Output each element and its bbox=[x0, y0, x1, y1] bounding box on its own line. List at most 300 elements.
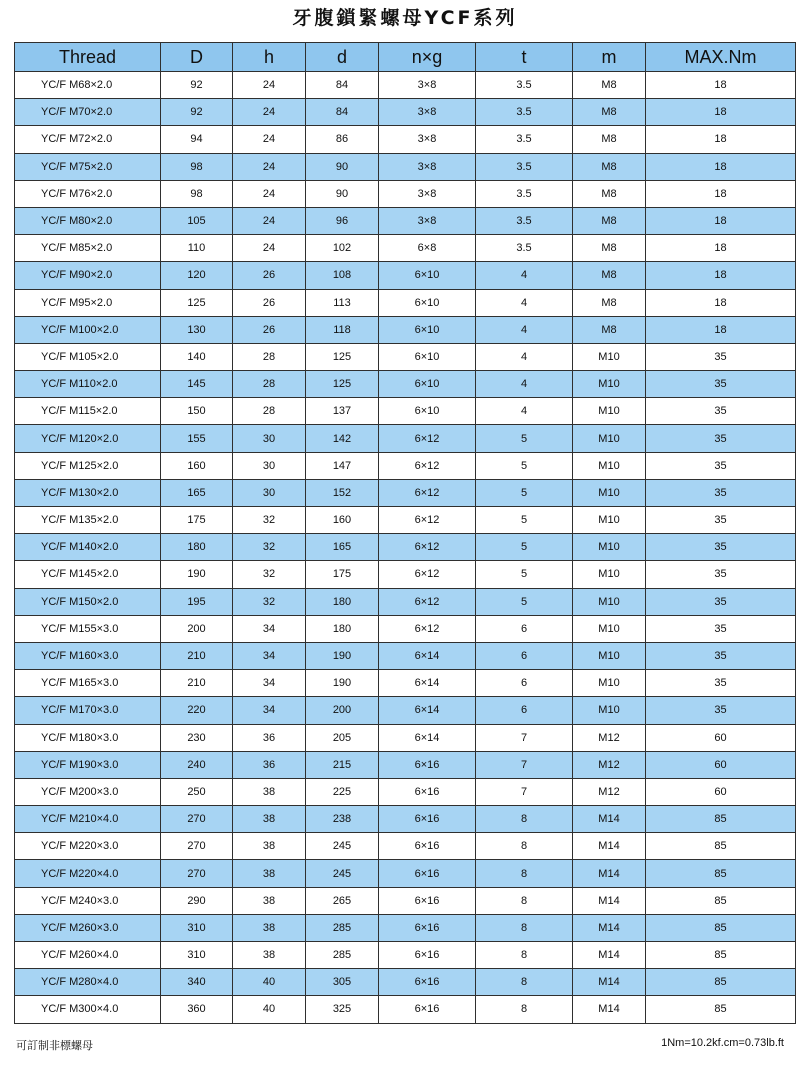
table-row bbox=[15, 479, 796, 506]
cell-max-nm: 18 bbox=[646, 180, 796, 207]
cell-t: 4 bbox=[476, 398, 573, 425]
cell-h: 24 bbox=[233, 207, 306, 234]
cell-d-inner: 205 bbox=[306, 724, 379, 751]
cell-d-inner: 180 bbox=[306, 615, 379, 642]
cell-max-nm: 85 bbox=[646, 942, 796, 969]
cell-d-outer: 160 bbox=[161, 452, 233, 479]
cell-nxg: 6×14 bbox=[379, 724, 476, 751]
table-row bbox=[15, 642, 796, 669]
table-row bbox=[15, 425, 796, 452]
cell-nxg: 6×8 bbox=[379, 235, 476, 262]
column-header-max-nm: MAX.Nm bbox=[646, 43, 796, 72]
cell-max-nm: 18 bbox=[646, 207, 796, 234]
cell-d-outer: 94 bbox=[161, 126, 233, 153]
cell-t: 8 bbox=[476, 806, 573, 833]
cell-nxg: 6×10 bbox=[379, 316, 476, 343]
cell-nxg: 3×8 bbox=[379, 180, 476, 207]
cell-nxg: 6×10 bbox=[379, 398, 476, 425]
cell-d-inner: 305 bbox=[306, 969, 379, 996]
table-row bbox=[15, 126, 796, 153]
cell-h: 38 bbox=[233, 887, 306, 914]
column-header-thread: Thread bbox=[15, 43, 161, 72]
cell-max-nm: 18 bbox=[646, 262, 796, 289]
cell-d-inner: 84 bbox=[306, 99, 379, 126]
cell-d-inner: 125 bbox=[306, 343, 379, 370]
cell-t: 3.5 bbox=[476, 207, 573, 234]
cell-d-inner: 86 bbox=[306, 126, 379, 153]
cell-d-inner: 142 bbox=[306, 425, 379, 452]
cell-max-nm: 18 bbox=[646, 235, 796, 262]
table-header-row bbox=[15, 43, 796, 72]
cell-t: 8 bbox=[476, 996, 573, 1023]
cell-d-outer: 220 bbox=[161, 697, 233, 724]
cell-d-inner: 215 bbox=[306, 751, 379, 778]
column-header-d-inner: d bbox=[306, 43, 379, 72]
cell-thread: YC/F M280×4.0 bbox=[15, 969, 161, 996]
cell-m: M14 bbox=[573, 914, 646, 941]
cell-d-inner: 108 bbox=[306, 262, 379, 289]
cell-t: 5 bbox=[476, 588, 573, 615]
cell-thread: YC/F M70×2.0 bbox=[15, 99, 161, 126]
cell-thread: YC/F M300×4.0 bbox=[15, 996, 161, 1023]
cell-nxg: 6×12 bbox=[379, 534, 476, 561]
cell-h: 24 bbox=[233, 72, 306, 99]
cell-thread: YC/F M150×2.0 bbox=[15, 588, 161, 615]
cell-d-outer: 270 bbox=[161, 806, 233, 833]
cell-h: 28 bbox=[233, 398, 306, 425]
cell-m: M10 bbox=[573, 343, 646, 370]
cell-h: 38 bbox=[233, 860, 306, 887]
cell-nxg: 6×12 bbox=[379, 452, 476, 479]
table-row bbox=[15, 371, 796, 398]
cell-d-outer: 340 bbox=[161, 969, 233, 996]
cell-nxg: 6×10 bbox=[379, 262, 476, 289]
cell-nxg: 6×16 bbox=[379, 806, 476, 833]
cell-m: M8 bbox=[573, 99, 646, 126]
cell-d-outer: 195 bbox=[161, 588, 233, 615]
cell-m: M10 bbox=[573, 507, 646, 534]
cell-max-nm: 18 bbox=[646, 316, 796, 343]
table-row bbox=[15, 887, 796, 914]
cell-h: 34 bbox=[233, 670, 306, 697]
cell-max-nm: 18 bbox=[646, 153, 796, 180]
cell-thread: YC/F M170×3.0 bbox=[15, 697, 161, 724]
cell-nxg: 6×16 bbox=[379, 751, 476, 778]
column-header-nxg: n×g bbox=[379, 43, 476, 72]
cell-d-inner: 152 bbox=[306, 479, 379, 506]
cell-t: 5 bbox=[476, 425, 573, 452]
cell-thread: YC/F M140×2.0 bbox=[15, 534, 161, 561]
cell-m: M10 bbox=[573, 534, 646, 561]
cell-d-outer: 310 bbox=[161, 942, 233, 969]
table-row bbox=[15, 235, 796, 262]
column-header-d-outer: D bbox=[161, 43, 233, 72]
cell-nxg: 3×8 bbox=[379, 72, 476, 99]
cell-m: M10 bbox=[573, 479, 646, 506]
cell-nxg: 6×16 bbox=[379, 778, 476, 805]
cell-d-inner: 175 bbox=[306, 561, 379, 588]
table-row bbox=[15, 207, 796, 234]
cell-d-outer: 165 bbox=[161, 479, 233, 506]
cell-h: 28 bbox=[233, 371, 306, 398]
cell-h: 30 bbox=[233, 452, 306, 479]
cell-m: M14 bbox=[573, 806, 646, 833]
cell-max-nm: 85 bbox=[646, 806, 796, 833]
table-row bbox=[15, 860, 796, 887]
cell-max-nm: 85 bbox=[646, 914, 796, 941]
cell-d-outer: 200 bbox=[161, 615, 233, 642]
cell-m: M10 bbox=[573, 561, 646, 588]
cell-thread: YC/F M115×2.0 bbox=[15, 398, 161, 425]
cell-h: 38 bbox=[233, 942, 306, 969]
cell-d-outer: 120 bbox=[161, 262, 233, 289]
cell-max-nm: 60 bbox=[646, 724, 796, 751]
cell-d-inner: 285 bbox=[306, 942, 379, 969]
custom-order-note: 可訂制非標螺母 bbox=[16, 1039, 93, 1052]
cell-thread: YC/F M220×4.0 bbox=[15, 860, 161, 887]
cell-d-outer: 110 bbox=[161, 235, 233, 262]
cell-m: M8 bbox=[573, 72, 646, 99]
column-header-t: t bbox=[476, 43, 573, 72]
cell-d-outer: 310 bbox=[161, 914, 233, 941]
cell-m: M10 bbox=[573, 398, 646, 425]
cell-t: 3.5 bbox=[476, 72, 573, 99]
cell-t: 4 bbox=[476, 262, 573, 289]
cell-d-outer: 92 bbox=[161, 99, 233, 126]
table-row bbox=[15, 507, 796, 534]
cell-nxg: 6×12 bbox=[379, 425, 476, 452]
cell-max-nm: 35 bbox=[646, 642, 796, 669]
cell-max-nm: 18 bbox=[646, 289, 796, 316]
cell-nxg: 6×14 bbox=[379, 670, 476, 697]
cell-nxg: 3×8 bbox=[379, 153, 476, 180]
cell-m: M10 bbox=[573, 425, 646, 452]
cell-max-nm: 18 bbox=[646, 126, 796, 153]
cell-m: M10 bbox=[573, 615, 646, 642]
cell-max-nm: 35 bbox=[646, 615, 796, 642]
cell-t: 8 bbox=[476, 860, 573, 887]
cell-max-nm: 35 bbox=[646, 670, 796, 697]
cell-d-inner: 325 bbox=[306, 996, 379, 1023]
unit-conversion-note: 1Nm=10.2kf.cm=0.73lb.ft bbox=[661, 1037, 784, 1049]
cell-thread: YC/F M120×2.0 bbox=[15, 425, 161, 452]
cell-nxg: 6×12 bbox=[379, 588, 476, 615]
cell-t: 3.5 bbox=[476, 99, 573, 126]
cell-m: M12 bbox=[573, 724, 646, 751]
cell-d-outer: 290 bbox=[161, 887, 233, 914]
cell-nxg: 6×16 bbox=[379, 969, 476, 996]
cell-d-outer: 210 bbox=[161, 670, 233, 697]
cell-max-nm: 35 bbox=[646, 507, 796, 534]
cell-d-outer: 150 bbox=[161, 398, 233, 425]
cell-h: 36 bbox=[233, 724, 306, 751]
cell-nxg: 3×8 bbox=[379, 207, 476, 234]
cell-d-outer: 270 bbox=[161, 860, 233, 887]
cell-thread: YC/F M72×2.0 bbox=[15, 126, 161, 153]
cell-t: 4 bbox=[476, 343, 573, 370]
cell-max-nm: 85 bbox=[646, 833, 796, 860]
cell-max-nm: 35 bbox=[646, 534, 796, 561]
cell-m: M10 bbox=[573, 697, 646, 724]
cell-m: M10 bbox=[573, 588, 646, 615]
cell-nxg: 6×12 bbox=[379, 507, 476, 534]
cell-nxg: 6×14 bbox=[379, 642, 476, 669]
cell-t: 7 bbox=[476, 778, 573, 805]
table-row bbox=[15, 398, 796, 425]
cell-t: 6 bbox=[476, 670, 573, 697]
cell-d-inner: 265 bbox=[306, 887, 379, 914]
cell-d-inner: 245 bbox=[306, 833, 379, 860]
cell-m: M14 bbox=[573, 860, 646, 887]
cell-d-outer: 98 bbox=[161, 153, 233, 180]
cell-thread: YC/F M130×2.0 bbox=[15, 479, 161, 506]
cell-d-outer: 210 bbox=[161, 642, 233, 669]
cell-max-nm: 60 bbox=[646, 778, 796, 805]
cell-h: 32 bbox=[233, 588, 306, 615]
cell-thread: YC/F M90×2.0 bbox=[15, 262, 161, 289]
cell-d-outer: 130 bbox=[161, 316, 233, 343]
cell-m: M12 bbox=[573, 751, 646, 778]
table-row bbox=[15, 316, 796, 343]
cell-m: M10 bbox=[573, 670, 646, 697]
cell-t: 8 bbox=[476, 942, 573, 969]
table-row bbox=[15, 724, 796, 751]
cell-nxg: 6×10 bbox=[379, 289, 476, 316]
cell-d-outer: 155 bbox=[161, 425, 233, 452]
cell-d-outer: 175 bbox=[161, 507, 233, 534]
cell-nxg: 6×16 bbox=[379, 996, 476, 1023]
cell-nxg: 6×12 bbox=[379, 561, 476, 588]
cell-d-inner: 125 bbox=[306, 371, 379, 398]
cell-h: 24 bbox=[233, 153, 306, 180]
cell-d-inner: 225 bbox=[306, 778, 379, 805]
cell-d-inner: 160 bbox=[306, 507, 379, 534]
cell-d-inner: 113 bbox=[306, 289, 379, 316]
cell-t: 3.5 bbox=[476, 126, 573, 153]
cell-nxg: 6×10 bbox=[379, 343, 476, 370]
cell-h: 34 bbox=[233, 615, 306, 642]
cell-thread: YC/F M80×2.0 bbox=[15, 207, 161, 234]
cell-t: 7 bbox=[476, 724, 573, 751]
cell-d-outer: 270 bbox=[161, 833, 233, 860]
cell-max-nm: 35 bbox=[646, 561, 796, 588]
cell-thread: YC/F M190×3.0 bbox=[15, 751, 161, 778]
cell-d-inner: 165 bbox=[306, 534, 379, 561]
cell-m: M8 bbox=[573, 289, 646, 316]
cell-t: 8 bbox=[476, 914, 573, 941]
table-row bbox=[15, 697, 796, 724]
cell-d-inner: 200 bbox=[306, 697, 379, 724]
cell-m: M8 bbox=[573, 316, 646, 343]
cell-max-nm: 35 bbox=[646, 479, 796, 506]
cell-max-nm: 85 bbox=[646, 969, 796, 996]
cell-thread: YC/F M210×4.0 bbox=[15, 806, 161, 833]
cell-d-inner: 118 bbox=[306, 316, 379, 343]
cell-nxg: 6×14 bbox=[379, 697, 476, 724]
table-row bbox=[15, 969, 796, 996]
cell-h: 24 bbox=[233, 126, 306, 153]
table-row bbox=[15, 778, 796, 805]
cell-d-inner: 180 bbox=[306, 588, 379, 615]
cell-max-nm: 18 bbox=[646, 99, 796, 126]
cell-d-inner: 84 bbox=[306, 72, 379, 99]
cell-nxg: 6×12 bbox=[379, 615, 476, 642]
cell-nxg: 6×16 bbox=[379, 914, 476, 941]
cell-max-nm: 35 bbox=[646, 697, 796, 724]
cell-max-nm: 35 bbox=[646, 452, 796, 479]
cell-t: 3.5 bbox=[476, 153, 573, 180]
cell-thread: YC/F M105×2.0 bbox=[15, 343, 161, 370]
cell-h: 38 bbox=[233, 778, 306, 805]
cell-max-nm: 85 bbox=[646, 860, 796, 887]
cell-t: 7 bbox=[476, 751, 573, 778]
column-header-m: m bbox=[573, 43, 646, 72]
cell-d-outer: 145 bbox=[161, 371, 233, 398]
cell-thread: YC/F M260×4.0 bbox=[15, 942, 161, 969]
cell-max-nm: 35 bbox=[646, 398, 796, 425]
table-row bbox=[15, 751, 796, 778]
cell-d-outer: 190 bbox=[161, 561, 233, 588]
cell-m: M14 bbox=[573, 833, 646, 860]
cell-t: 5 bbox=[476, 452, 573, 479]
cell-t: 8 bbox=[476, 833, 573, 860]
cell-thread: YC/F M75×2.0 bbox=[15, 153, 161, 180]
cell-nxg: 6×16 bbox=[379, 833, 476, 860]
cell-t: 4 bbox=[476, 289, 573, 316]
table-row bbox=[15, 262, 796, 289]
table-row bbox=[15, 806, 796, 833]
cell-m: M8 bbox=[573, 153, 646, 180]
cell-h: 38 bbox=[233, 833, 306, 860]
cell-d-inner: 90 bbox=[306, 153, 379, 180]
cell-thread: YC/F M110×2.0 bbox=[15, 371, 161, 398]
cell-max-nm: 35 bbox=[646, 343, 796, 370]
cell-d-outer: 240 bbox=[161, 751, 233, 778]
cell-d-inner: 137 bbox=[306, 398, 379, 425]
cell-m: M8 bbox=[573, 180, 646, 207]
cell-d-inner: 245 bbox=[306, 860, 379, 887]
cell-thread: YC/F M180×3.0 bbox=[15, 724, 161, 751]
cell-d-outer: 125 bbox=[161, 289, 233, 316]
cell-d-outer: 140 bbox=[161, 343, 233, 370]
cell-h: 30 bbox=[233, 479, 306, 506]
cell-m: M14 bbox=[573, 969, 646, 996]
cell-m: M8 bbox=[573, 262, 646, 289]
cell-thread: YC/F M125×2.0 bbox=[15, 452, 161, 479]
cell-thread: YC/F M135×2.0 bbox=[15, 507, 161, 534]
cell-h: 40 bbox=[233, 996, 306, 1023]
cell-thread: YC/F M200×3.0 bbox=[15, 778, 161, 805]
table-row bbox=[15, 996, 796, 1023]
cell-m: M12 bbox=[573, 778, 646, 805]
cell-d-inner: 90 bbox=[306, 180, 379, 207]
cell-h: 34 bbox=[233, 697, 306, 724]
cell-h: 24 bbox=[233, 180, 306, 207]
cell-m: M10 bbox=[573, 642, 646, 669]
column-header-h: h bbox=[233, 43, 306, 72]
cell-d-inner: 102 bbox=[306, 235, 379, 262]
cell-h: 26 bbox=[233, 316, 306, 343]
cell-h: 26 bbox=[233, 262, 306, 289]
cell-thread: YC/F M85×2.0 bbox=[15, 235, 161, 262]
cell-d-outer: 230 bbox=[161, 724, 233, 751]
cell-t: 6 bbox=[476, 697, 573, 724]
cell-t: 6 bbox=[476, 615, 573, 642]
cell-m: M14 bbox=[573, 996, 646, 1023]
table-row bbox=[15, 452, 796, 479]
cell-m: M8 bbox=[573, 207, 646, 234]
cell-max-nm: 60 bbox=[646, 751, 796, 778]
cell-thread: YC/F M68×2.0 bbox=[15, 72, 161, 99]
table-row bbox=[15, 615, 796, 642]
cell-max-nm: 85 bbox=[646, 887, 796, 914]
cell-thread: YC/F M240×3.0 bbox=[15, 887, 161, 914]
cell-thread: YC/F M260×3.0 bbox=[15, 914, 161, 941]
table-row bbox=[15, 942, 796, 969]
cell-h: 38 bbox=[233, 806, 306, 833]
table-row bbox=[15, 343, 796, 370]
cell-h: 24 bbox=[233, 235, 306, 262]
cell-t: 6 bbox=[476, 642, 573, 669]
table-row bbox=[15, 561, 796, 588]
table-row bbox=[15, 914, 796, 941]
cell-d-inner: 147 bbox=[306, 452, 379, 479]
cell-m: M14 bbox=[573, 942, 646, 969]
cell-h: 28 bbox=[233, 343, 306, 370]
cell-thread: YC/F M95×2.0 bbox=[15, 289, 161, 316]
spec-table bbox=[14, 42, 796, 1024]
cell-d-inner: 238 bbox=[306, 806, 379, 833]
cell-h: 32 bbox=[233, 507, 306, 534]
cell-d-inner: 190 bbox=[306, 642, 379, 669]
cell-t: 5 bbox=[476, 561, 573, 588]
table-row bbox=[15, 588, 796, 615]
cell-nxg: 6×12 bbox=[379, 479, 476, 506]
cell-t: 5 bbox=[476, 479, 573, 506]
cell-max-nm: 35 bbox=[646, 371, 796, 398]
cell-d-outer: 250 bbox=[161, 778, 233, 805]
table-row bbox=[15, 289, 796, 316]
table-row bbox=[15, 534, 796, 561]
cell-d-outer: 92 bbox=[161, 72, 233, 99]
cell-d-inner: 285 bbox=[306, 914, 379, 941]
cell-nxg: 3×8 bbox=[379, 126, 476, 153]
cell-d-outer: 360 bbox=[161, 996, 233, 1023]
cell-h: 24 bbox=[233, 99, 306, 126]
cell-m: M14 bbox=[573, 887, 646, 914]
cell-m: M10 bbox=[573, 371, 646, 398]
table-row bbox=[15, 833, 796, 860]
cell-t: 8 bbox=[476, 969, 573, 996]
cell-d-inner: 190 bbox=[306, 670, 379, 697]
cell-t: 5 bbox=[476, 534, 573, 561]
cell-thread: YC/F M100×2.0 bbox=[15, 316, 161, 343]
cell-m: M8 bbox=[573, 126, 646, 153]
cell-h: 34 bbox=[233, 642, 306, 669]
cell-m: M10 bbox=[573, 452, 646, 479]
cell-h: 38 bbox=[233, 914, 306, 941]
cell-h: 30 bbox=[233, 425, 306, 452]
cell-h: 40 bbox=[233, 969, 306, 996]
cell-thread: YC/F M155×3.0 bbox=[15, 615, 161, 642]
cell-h: 32 bbox=[233, 561, 306, 588]
cell-t: 8 bbox=[476, 887, 573, 914]
cell-thread: YC/F M145×2.0 bbox=[15, 561, 161, 588]
cell-thread: YC/F M220×3.0 bbox=[15, 833, 161, 860]
cell-max-nm: 35 bbox=[646, 588, 796, 615]
table-row bbox=[15, 670, 796, 697]
cell-d-outer: 105 bbox=[161, 207, 233, 234]
